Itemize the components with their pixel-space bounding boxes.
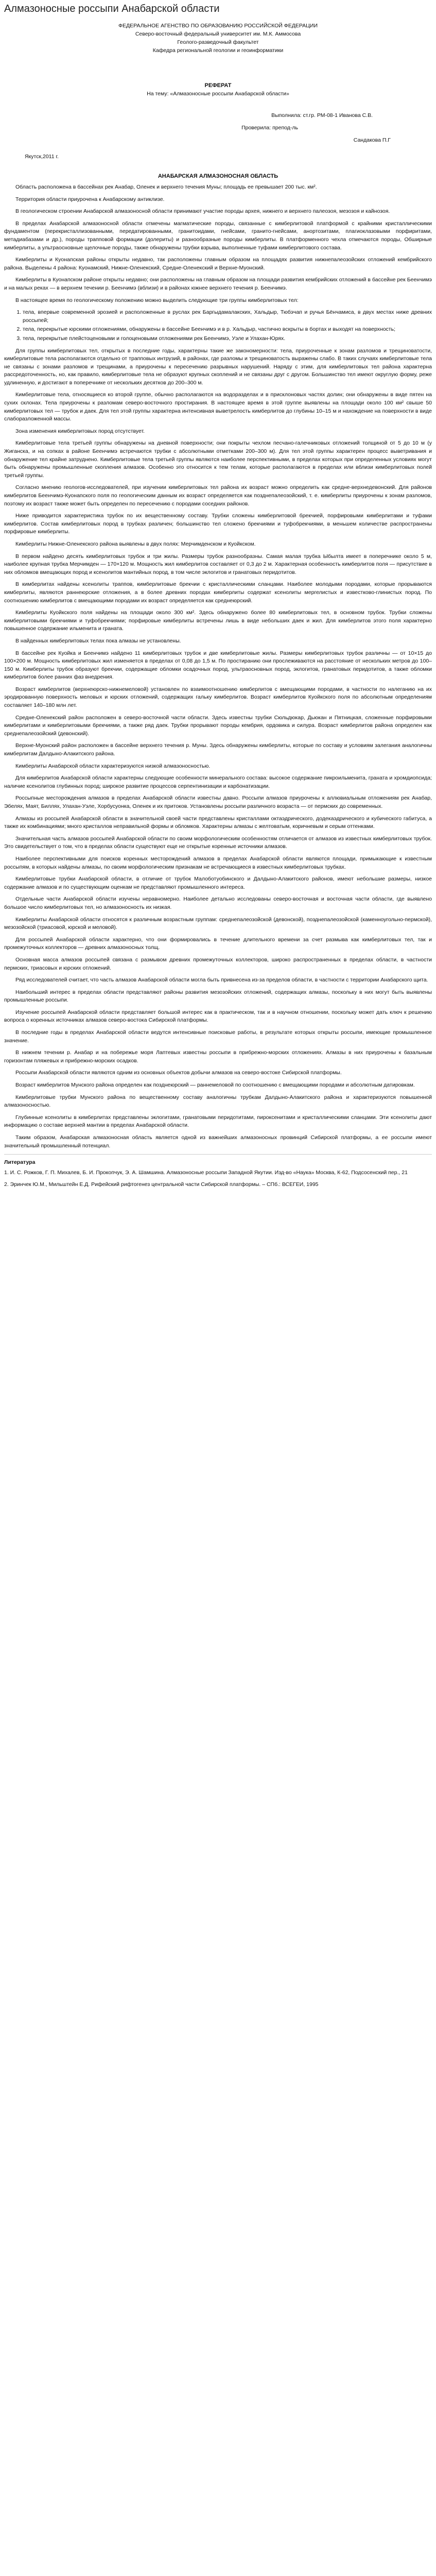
paragraph: Глубинные ксенолиты в кимберлитах представлены эклогитами, гранатовыми перидотитами, пироксенитами и кристаллическими сланцами. Эти ксенолиты дают информацию о составе верхней мантии в пределах Анабарской области. bbox=[4, 1114, 432, 1129]
list-item: 3. тела, перекрытые плейстоценовыми и голоценовыми отложениями рек Беенчимэ, Уэле и Улахан-Юрях. bbox=[23, 335, 432, 343]
topic-line: На тему: «Алмазоносные россыпи Анабарской области» bbox=[147, 91, 289, 97]
paragraph: Возраст кимберлитов (верхнеюрско-нижнемеловой) установлен по взаимоотношению кимберлитов с вмещающими породами, в частности по налеганию на их эродированную поверхность меловых и юрских отложений, содержащих гальку кимберлитов. Возраст кимберлитов Куойкского поля по абсолютным определениям составляет 140–180 млн лет. bbox=[4, 686, 432, 709]
paragraph: Для россыпей Анабарской области характерно, что они формировались в течение длительного времени за счет размыва как кимберлитовых тел, так и промежуточных коллекторов — древних алмазоносных толщ. bbox=[4, 936, 432, 951]
paragraph: Верхне-Муонский район расположен в бассейне верхнего течения р. Муны. Здесь обнаружены кимберлиты, которые по составу и условиям залегания аналогичны кимберлитам Далдыно-Алакитского района. bbox=[4, 742, 432, 757]
paragraph: В последние годы в пределах Анабарской области ведутся интенсивные поисковые работы, в результате которых открыты россыпи, имеющие промышленное значение. bbox=[4, 1029, 432, 1044]
university-line: Северо-восточный федеральный университет им. М.К. Аммосова bbox=[135, 31, 301, 37]
paragraph: Кимберлитовые трубки Мунского района по вещественному составу аналогичны трубкам Далдыно-Алакитского района и характеризуются повышенной алмазоносностью. bbox=[4, 1094, 432, 1109]
paragraph: В геологическом строении Анабарской алмазоносной области принимают участие породы архея, нижнего и верхнего палеозоя, мезозоя и кайнозоя. bbox=[15, 208, 390, 215]
paragraph: Отдельные части Анабарской области изучены неравномерно. Наиболее детально исследованы северо-восточная и восточная части области, где выявлено большое число кимберлитовых тел, но алмазоносность их низкая. bbox=[4, 896, 432, 910]
paragraph: В найденных кимберлитовых телах пока алмазы не установлены. bbox=[15, 637, 181, 644]
paragraph: Россыпи Анабарской области являются одним из основных объектов добычи алмазов на северо-востоке Сибирской платформы. bbox=[15, 1070, 342, 1076]
paragraph: Кимберлиты Нижне-Оленекского района выявлены в двух полях: Мерчимденском и Куойкском. bbox=[15, 540, 256, 547]
paragraph: Алмазы из россыпей Анабарской области в значительной своей части представлены кристаллами октаэдрического, додекаэдрического и кубического габитуса, а также их комбинациями; много кристаллов неправильной формы и обломков. Характерны алмазы с желтоватым, коричневым и серым оттенками. bbox=[4, 815, 432, 830]
city-year: Якутск,2011 г. bbox=[25, 154, 59, 160]
paragraph: Значительная часть алмазов россыпей Анабарской области по своим морфологическим особенностям отличается от алмазов из известных кимберлитовых трубок. Это свидетельствует о том, что в пределах области существуют еще не открытые коренные источники алмазов. bbox=[4, 835, 432, 850]
agency-line: ФЕДЕРАЛЬНОЕ АГЕНСТВО ПО ОБРАЗОВАНИЮ РОССИЙСКОЙ ФЕДЕРАЦИИ bbox=[118, 23, 318, 29]
paragraph: Согласно мнению геологов-исследователей, при изучении кимберлитовых тел района их возраст можно определить как средне-верхнедевонский. Для районов кимберлитов Беенчимэ-Куонапского поля по геологическим данным их возраст определяется как позднепалеозойский, т. е. кимберлиты приурочены к зонам разломов, поэтому их возраст также может быть определен по пересечению с породами соседних районов. bbox=[4, 484, 432, 507]
title-page bbox=[4, 22, 432, 169]
references-section bbox=[4, 1154, 432, 1189]
paragraph: Область расположена в бассейнах рек Анабар, Оленек и верхнего течения Муны; площадь ее превышает 200 тыс. км². bbox=[15, 184, 317, 190]
paragraph: Возраст кимберлитов Мунского района определен как позднеюрский — раннемеловой по соотношению с вмещающими породами и абсолютным датировкам. bbox=[15, 1082, 415, 1089]
paragraph: Ряд исследователей считает, что часть алмазов Анабарской области могла быть привнесена из-за пределов области, в частности с территории Анабарского щита. bbox=[15, 977, 428, 984]
paragraph: Кимберлитовые трубки Анабарской области, в отличие от трубок Малоботуобинского и Далдыно-Алакитского районов, имеют небольшие размеры, низкое содержание алмазов и по существующим оценкам не представляют промышленного интереса. bbox=[4, 876, 432, 890]
paragraph: В пределах Анабарской алмазоносной области отмечены магматические породы, связанные с кимберлитовой платформой с крайними кристаллическими фундаментом (перекристаллизованными, передатированными, гранитоидами, гнейсами, гранито-гнейсами, анортозитами, плагиоклазовыми порфиритами, метадиабазами и др.), породы трапповой формации (долериты) и разнообразные породы кимберлиты. В платформенного чехла отмечаются породы, Обширные кимберлиты, а ультраосновные щелочные породы, также обнаружены трубки взрыва, выполненные туфами кимберлитового состава. bbox=[4, 220, 432, 251]
paragraph: Ниже приводится характеристика трубок по их вещественному составу. Трубки сложены кимберлитовой брекчией, порфировыми кимберлитами и туфами кимберлитов. Состав кимберлитовых пород в трубках различен; большинство тел сложено брекчиями и туфобрекчиями, в меньшем количестве распространены порфировые кимберлиты. bbox=[4, 513, 432, 535]
paragraph: Таким образом, Анабарская алмазоносная область является одной из важнейших алмазоносных провинций Сибирской платформы, а ее россыпи имеют значительный промышленный потенциал. bbox=[4, 1134, 432, 1149]
paragraph: Кимберлитовые тела третьей группы обнаружены на дневной поверхности; они покрыты чехлом песчано-галечниковых отложений толщиной от 5 до 10 м (у Жиганска, и на сопках в районе Беенчимэ встречаются трубки с абсолютными отметками 200–300 м). Для тел этой группы характерен процесс выветривания и обнаружение тел крайне затруднено. Кимберлитовые тела третьей группы являются наиболее перспективными, в пределах которых при определенных условиях могут быть обнаружены промышленные скопления алмазов. Особенно это относится к тем телам, которые располагаются в пределах или вблизи кимберлитовых полей третьей группы. bbox=[4, 440, 432, 479]
reference-item: 2. Эринчек Ю.М., Мильштейн Е.Д. Рифейский рифтогенез центральной части Сибирской платформы. – СПб.: ВСЕГЕИ, 1995 bbox=[4, 1181, 319, 1188]
paragraph: Кимберлиты и Куонапская районы открыты недавно, так расположены главным образом на площадях развития нижнепалеозойских отложений кембрийского района. Выделены 4 района: Куонамский, Нижне-Оленекский, Средне-Оленекский и Верхне-Муонский. bbox=[4, 257, 432, 271]
page-header bbox=[4, 0, 432, 22]
paragraph: В первом найдено десять кимберлитовых трубок и три жилы. Размеры трубок разнообразны. Самая малая трубка Ыбылта имеет в поперечнике около 5 м, наиболее крупная трубка Мерчимден — 170×120 м. Мощность жил кимберлитов составляет от 0,3 до 2 м. Характерная особенность кимберлитов поля — присутствие в них обломков вмещающих пород и ксенолитов мантийных пород, в том числе эклогитов и гранатовых перидотитов. bbox=[4, 553, 432, 575]
paragraph: В настоящее время по геологическому положению можно выделить следующие три группы кимберлитовых тел: bbox=[15, 297, 299, 303]
teacher-name: Сандакова П.Г bbox=[353, 137, 391, 143]
main-content bbox=[4, 172, 432, 1150]
paragraph: Для кимберлитов Анабарской области характерны следующие особенности минерального состава: высокое содержание пикроильменита, граната и хромдиопсида; наличие ксенолитов глубинных пород; широкое развитие процессов серпентинизации и карбонатизации. bbox=[4, 775, 432, 789]
paragraph: Кимберлитовые тела, относящиеся ко второй группе, обычно располагаются на водоразделах и в присклоновых частях долин; они обнаружены в виде пятен на сухих склонах. Тела приурочены к разломам северо-восточного простирания. В настоящее время в этой группе выявлены на площади около 100 км² свыше 50 кимберлитовых тел — трубок и даек. Для тел этой группы характерна интенсивная выветрелость кимберлитов до глубины 10–15 м и нахождение на поверхности в виде слаборазложенной массы. bbox=[4, 392, 432, 422]
paragraph: Средне-Оленекский район расположен в северо-восточной части области. Здесь известны трубки Сюльдюкар, Дьюкан и Пятницкая, сложенные порфировыми кимберлитами и кимберлитовыми брекчиями, а также ряд даек. Трубки прорывают породы кембрия, ордовика и силура. Возраст кимберлитов района определен как среднепалеозойский (девонский). bbox=[4, 714, 432, 737]
paragraph: В кимберлитах найдены ксенолиты траппов, кимберлитовые брекчии с кристаллическими сланцами. Наиболее молодыми породами, которые прорываются кимберлиты, являются раннеюрские отложения, а в более древних породах кимберлиты содержат ксенолиты мергелистых и известково-глинистых пород. По соотношению кимберлитов с вмещающими породами их возраст определяется как среднеюрский. bbox=[4, 581, 432, 604]
paragraph: В нижнем течении р. Анабар и на побережье моря Лаптевых известны россыпи в прибрежно-морских отложениях. Алмазы в них приурочены к базальным горизонтам пляжевых и прибрежно-морских осадков. bbox=[4, 1049, 432, 1064]
list-item: 2. тела, перекрытые юрскими отложениями, обнаружены в бассейне Беенчимэ и в р. Хальдыр, частично вскрыты в бортах и выходят на поверхность; bbox=[23, 326, 432, 334]
references-title: Литература bbox=[4, 1159, 36, 1166]
reference-item: 1. И. С. Рожков, Г. П. Михалев, Б. И. Прокопчук, Э. А. Шамшина. Алмазоносные россыпи Западной Якутии. Изд-во «Наука» Москва, К-62, Подсосенский пер., 21 bbox=[4, 1169, 408, 1176]
performed-by: Выполнила: ст.гр. РМ-08-1 Иванова С.В. bbox=[271, 112, 373, 118]
paragraph: Кимберлиты Анабарской области характеризуются низкой алмазоносностью. bbox=[15, 762, 211, 769]
paragraph: Территория области приурочена к Анабарскому антиклизе. bbox=[15, 196, 165, 202]
paragraph: Основная масса алмазов россыпей связана с размывом древних промежуточных коллекторов, широко распространенных в пределах области, в частности пермских, триасовых и юрских отложений. bbox=[4, 956, 432, 971]
kimberlite-groups-list bbox=[4, 309, 432, 343]
paragraph: В бассейне рек Куойка и Беенчимэ найдено 11 кимберлитовых трубок и две кимберлитовые жилы. Размеры кимберлитовых трубок различны — от 10×15 до 100×200 м. Мощность кимберлитовых жил изменяется в пределах от 0,08 до 1,5 м. По простиранию они прослеживаются на расстояние от нескольких метров до 100–150 м. Кимберлиты трубок образуют брекчии, содержащие обломки осадочных пород, ультраосновных пород, эклогитов, гранатовых перидотитов, а также обломки кимберлитов более ранних фаз внедрения. bbox=[4, 650, 432, 681]
paragraph: Кимберлиты Куойкского поля найдены на площади около 300 км². Здесь обнаружено более 80 кимберлитовых тел, в основном трубок. Трубки сложены кимберлитовыми брекчиями и туфобрекчиями; порфировые кимберлиты встречены лишь в виде небольших даек и жил. Для кимберлитов этого поля характерно повышенное содержание ильменита и граната. bbox=[4, 609, 432, 632]
paragraph: Россыпные месторождения алмазов в пределах Анабарской области известны давно. Россыпи алмазов приурочены к аллювиальным отложениям рек Анабар, Эбелях, Маят, Биллях, Улахан-Уэле, Хорбусуонка, Оленек и их притоков. Установлены россыпи различного возраста — от пермских до современных. bbox=[4, 795, 432, 809]
paragraph: Кимберлиты в Куонапском районе открыты недавно; они расположены на главным образом на площади развития кембрийских отложений в бассейне рек Беенчимэ и на малых реках — в верхнем течении р. Беенчимэ (вблизи) и в районах южнее верхнего течения р. Беенчимэ. bbox=[4, 277, 432, 291]
paragraph: Изучение россыпей Анабарской области представляет большой интерес как в практическом, так и в научном отношении, поскольку может дать ключ к решению вопроса о коренных источниках алмазов северо-востока Сибирской платформы. bbox=[4, 1009, 432, 1024]
paragraph: Зона изменения кимберлитовых пород отсутствует. bbox=[15, 428, 145, 434]
paragraph: Для группы кимберлитовых тел, открытых в последние годы, характерны такие же закономерности: тела, приуроченные к зонам разломов и трещиноватости, кимберлитовые тела располагаются отдельно от трапповых интрузий, в районах, где разломы и трещиноватость выражены слабо. В таких случаях кимберлитовые тела не связаны с зонами разломов и трещинами, а приурочены к пересечению разрывных нарушений. Наряду с этим, для кимберлитовых тел района характерна рассредоточенность, но, как правило, кимберлитовые тела не образуют крупных скоплений и не связаны друг с другом. Большинство тел имеют округлую форму, реже удлиненную, и достигают в поперечнике от нескольких десятков до 200–300 м. bbox=[4, 347, 432, 386]
section-title: АНАБАРСКАЯ АЛМАЗОНОСНАЯ ОБЛАСТЬ bbox=[158, 173, 278, 179]
page-title: Алмазоносные россыпи Анабарской области bbox=[4, 3, 220, 14]
department-line: Кафедра региональной геологии и геоинформатики bbox=[152, 47, 284, 54]
paragraph: Кимберлиты Анабарской области относятся к различным возрастным группам: среднепалеозойской (девонской), позднепалеозойской (каменноугольно-пермской), мезозойской (триасовой, юрской и меловой). bbox=[4, 916, 432, 931]
paragraph: Наибольший интерес в пределах области представляют районы развития мезозойских отложений, содержащих алмазы, поскольку в них могут быть выявлены промышленные россыпи. bbox=[4, 989, 432, 1004]
paragraph: Наиболее перспективными для поисков коренных месторождений алмазов в пределах Анабарской области являются площади, примыкающие к известным россыпям, в которых найдены алмазы, по своим морфологическим признакам не встречающиеся в известных кимберлитовых трубках. bbox=[4, 855, 432, 870]
doc-type: РЕФЕРАТ bbox=[204, 82, 232, 89]
checked-by: Проверила: препод-ль bbox=[241, 125, 298, 131]
list-item: 1. тела, впервые современной эрозией и расположенные в руслах рек Баргыдамалакских, Хальдыр, Тюбэчап и ручья Бёнчамиса, в двух местах ниже древних россыпей; bbox=[23, 309, 432, 325]
faculty-line: Геолого-разведочный факультет bbox=[177, 39, 259, 45]
